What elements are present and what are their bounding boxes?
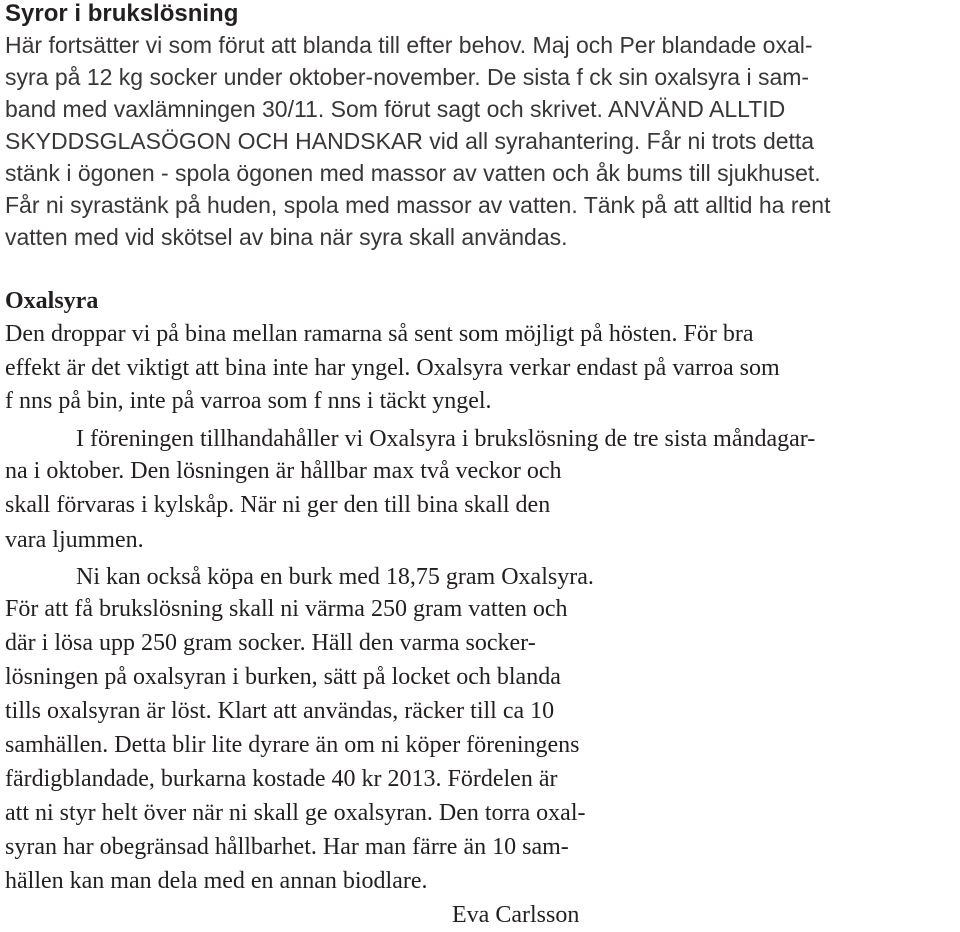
- text-line: tills oxalsyran är löst. Klart att användas, räcker till ca 10: [5, 698, 555, 724]
- text-line: Ni kan också köpa en burk med 18,75 gram Oxalsyra.: [76, 564, 594, 590]
- text-line: I föreningen tillhandahåller vi Oxalsyra i brukslösning de tre sista måndagar-: [76, 426, 816, 452]
- text-line: vatten med vid skötsel av bina när syra skall användas.: [5, 224, 568, 250]
- text-line: Får ni syrastänk på huden, spola med massor av vatten. Tänk på att alltid ha rent: [5, 192, 831, 218]
- text-line: skall förvaras i kylskåp. När ni ger den till bina skall den: [5, 492, 551, 518]
- text-line: vara ljummen.: [5, 527, 144, 553]
- text-line: syran har obegränsad hållbarhet. Har man färre än 10 sam-: [5, 834, 569, 860]
- text-line: band med vaxlämningen 30/11. Som förut sagt och skrivet. ANVÄND ALLTID: [5, 96, 786, 122]
- text-line: samhällen. Detta blir lite dyrare än om ni köper föreningens: [5, 732, 580, 758]
- section-heading-syror: Syror i brukslösning: [5, 0, 239, 27]
- section-heading-oxalsyra: Oxalsyra: [5, 288, 99, 314]
- text-line: lösningen på oxalsyran i burken, sätt på locket och blanda: [5, 664, 561, 690]
- text-line: f nns på bin, inte på varroa som f nns i täckt yngel.: [5, 388, 492, 414]
- text-line: där i lösa upp 250 gram socker. Häll den varma socker-: [5, 630, 536, 656]
- text-line: syra på 12 kg socker under oktober-november. De sista f ck sin oxalsyra i sam-: [5, 64, 810, 90]
- text-line: Här fortsätter vi som förut att blanda till efter behov. Maj och Per blandade oxal-: [5, 32, 813, 58]
- text-line: hällen kan man dela med en annan biodlare.: [5, 868, 428, 894]
- text-line: SKYDDSGLASÖGON OCH HANDSKAR vid all syrahantering. Får ni trots detta: [5, 128, 815, 154]
- text-line: Den droppar vi på bina mellan ramarna så sent som möjligt på hösten. För bra: [5, 321, 754, 347]
- text-line: stänk i ögonen - spola ögonen med massor av vatten och åk bums till sjukhuset.: [5, 160, 821, 186]
- text-line: För att få brukslösning skall ni värma 250 gram vatten och: [5, 596, 568, 622]
- text-line: att ni styr helt över när ni skall ge oxalsyran. Den torra oxal-: [5, 800, 586, 826]
- text-line: färdigblandade, burkarna kostade 40 kr 2013. Fördelen är: [5, 766, 558, 792]
- text-line: effekt är det viktigt att bina inte har yngel. Oxalsyra verkar endast på varroa som: [5, 355, 780, 381]
- text-line: na i oktober. Den lösningen är hållbar max två veckor och: [5, 458, 562, 484]
- author-signature: Eva Carlsson: [452, 902, 580, 928]
